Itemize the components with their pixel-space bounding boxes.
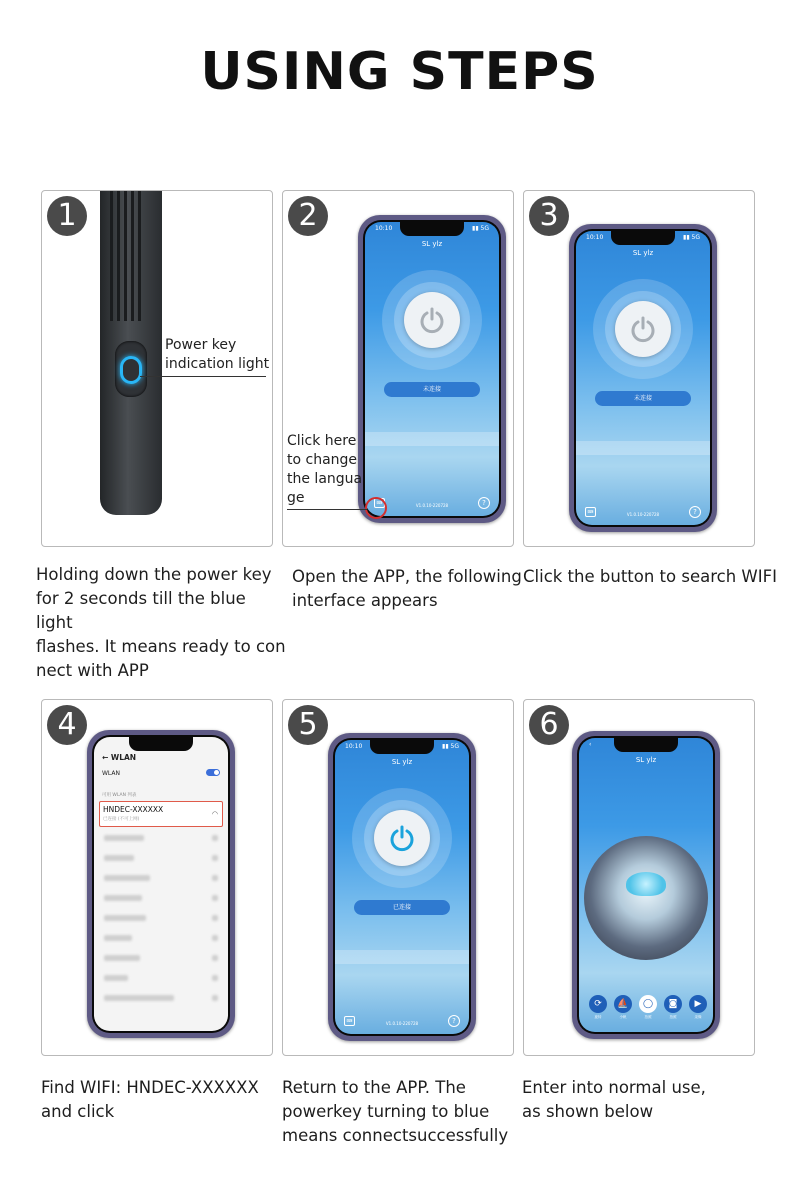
version-text: V1.0.10-220728 (415, 503, 449, 508)
step-4-caption: Find WIFI: HNDEC-XXXXXX and click (41, 1078, 259, 1121)
phone (87, 730, 235, 1038)
back-icon[interactable]: ‹ (589, 741, 592, 748)
power-icon (418, 306, 446, 334)
help-icon[interactable]: ? (448, 1015, 460, 1027)
power-icon (388, 824, 416, 852)
indication-light (120, 356, 142, 384)
version-text: V1.0.10-220728 (626, 512, 660, 517)
wlan-list-label: 可用 WLAN 列表 (102, 793, 137, 798)
connection-status-button[interactable]: 未连接 (384, 382, 480, 397)
wlan-toggle-row[interactable]: WLAN (102, 770, 220, 777)
wlan-toggle[interactable] (206, 769, 220, 776)
language-icon[interactable]: ⌨ (374, 498, 385, 508)
back-icon[interactable]: ← (102, 753, 109, 762)
power-icon (629, 315, 657, 343)
power-button[interactable] (615, 301, 671, 357)
power-button[interactable] (404, 292, 460, 348)
help-icon[interactable]: ? (689, 506, 701, 518)
page-title: USING STEPS (200, 42, 599, 102)
step-number: 3 (529, 196, 569, 236)
sail-icon[interactable]: ⛵ (614, 995, 632, 1013)
phone (572, 731, 720, 1039)
phone: 10:10 ▮▮ 5G SL ylz 未连接 ⌨ V1.0.10-220728 ? (569, 224, 717, 532)
step-number: 1 (47, 196, 87, 236)
step-6-caption: Enter into normal use, as shown below (522, 1078, 706, 1121)
app-title: SL ylz (632, 249, 654, 257)
wlan-network-item[interactable] (99, 801, 223, 827)
app-title: SL ylz (391, 758, 413, 766)
version-text: V1.0.10-220728 (385, 1021, 419, 1026)
network-name: HNDEC-XXXXXX (103, 805, 164, 814)
capture-icon[interactable]: ◯ (639, 995, 657, 1013)
connection-status-button[interactable]: 已连接 (354, 900, 450, 915)
step-number: 4 (47, 705, 87, 745)
video-icon[interactable]: ▶ (689, 995, 707, 1013)
language-icon[interactable]: ⌨ (344, 1016, 355, 1026)
step-5-panel (282, 699, 514, 1056)
device-image (100, 190, 162, 515)
network-status: 已连接 (不可上网) (103, 817, 140, 822)
step-number: 2 (288, 196, 328, 236)
step-6-panel (523, 699, 755, 1056)
phone: 10:10 ▮▮ 5G SL ylz 已连接 ⌨ V1.0.10-220728 ? (328, 733, 476, 1041)
camera-icon[interactable]: ◙ (664, 995, 682, 1013)
step-2-caption: Open the APP, the following interface appears (292, 567, 522, 610)
rotate-icon[interactable]: ⟳ (589, 995, 607, 1013)
wifi-icon: ◠ (211, 810, 218, 818)
step-3-caption: Click the button to search WIFI (523, 567, 777, 586)
tool-bar: ⟳ 旋转 ⛵ 小帆 ◯ 拍照 ◙ 拍照 ▶ 录像 (583, 995, 709, 1019)
language-icon[interactable]: ⌨ (585, 507, 596, 517)
app-title: SL ylz (421, 240, 443, 248)
app-title: SL ylz (635, 756, 657, 764)
step-number: 5 (288, 705, 328, 745)
help-icon[interactable]: ? (478, 497, 490, 509)
step-5-caption: Return to the APP. The powerkey turning to blue means connectsuccessfully (282, 1078, 509, 1145)
wlan-header: ← WLAN (102, 753, 137, 762)
connection-status-button[interactable]: 未连接 (595, 391, 691, 406)
step-1-caption: Holding down the power key for 2 seconds till the blue light flashes. It means ready to con nect with APP (36, 565, 286, 680)
camera-subject (626, 872, 666, 896)
step-number: 6 (529, 705, 569, 745)
phone: 10:10 ▮▮ 5G SL ylz 未连接 ⌨ V1.0.10-220728 ? (358, 215, 506, 523)
camera-view (584, 836, 708, 960)
power-key-callout: Power key indication light (165, 337, 270, 372)
step-3-panel (523, 190, 755, 547)
step-2-panel (282, 190, 514, 547)
power-key (115, 341, 147, 397)
step-4-panel (41, 699, 273, 1056)
step-1-panel (41, 190, 273, 547)
power-button[interactable] (374, 810, 430, 866)
language-callout: Click here to change the langua ge (287, 433, 363, 506)
language-highlight (365, 497, 387, 519)
